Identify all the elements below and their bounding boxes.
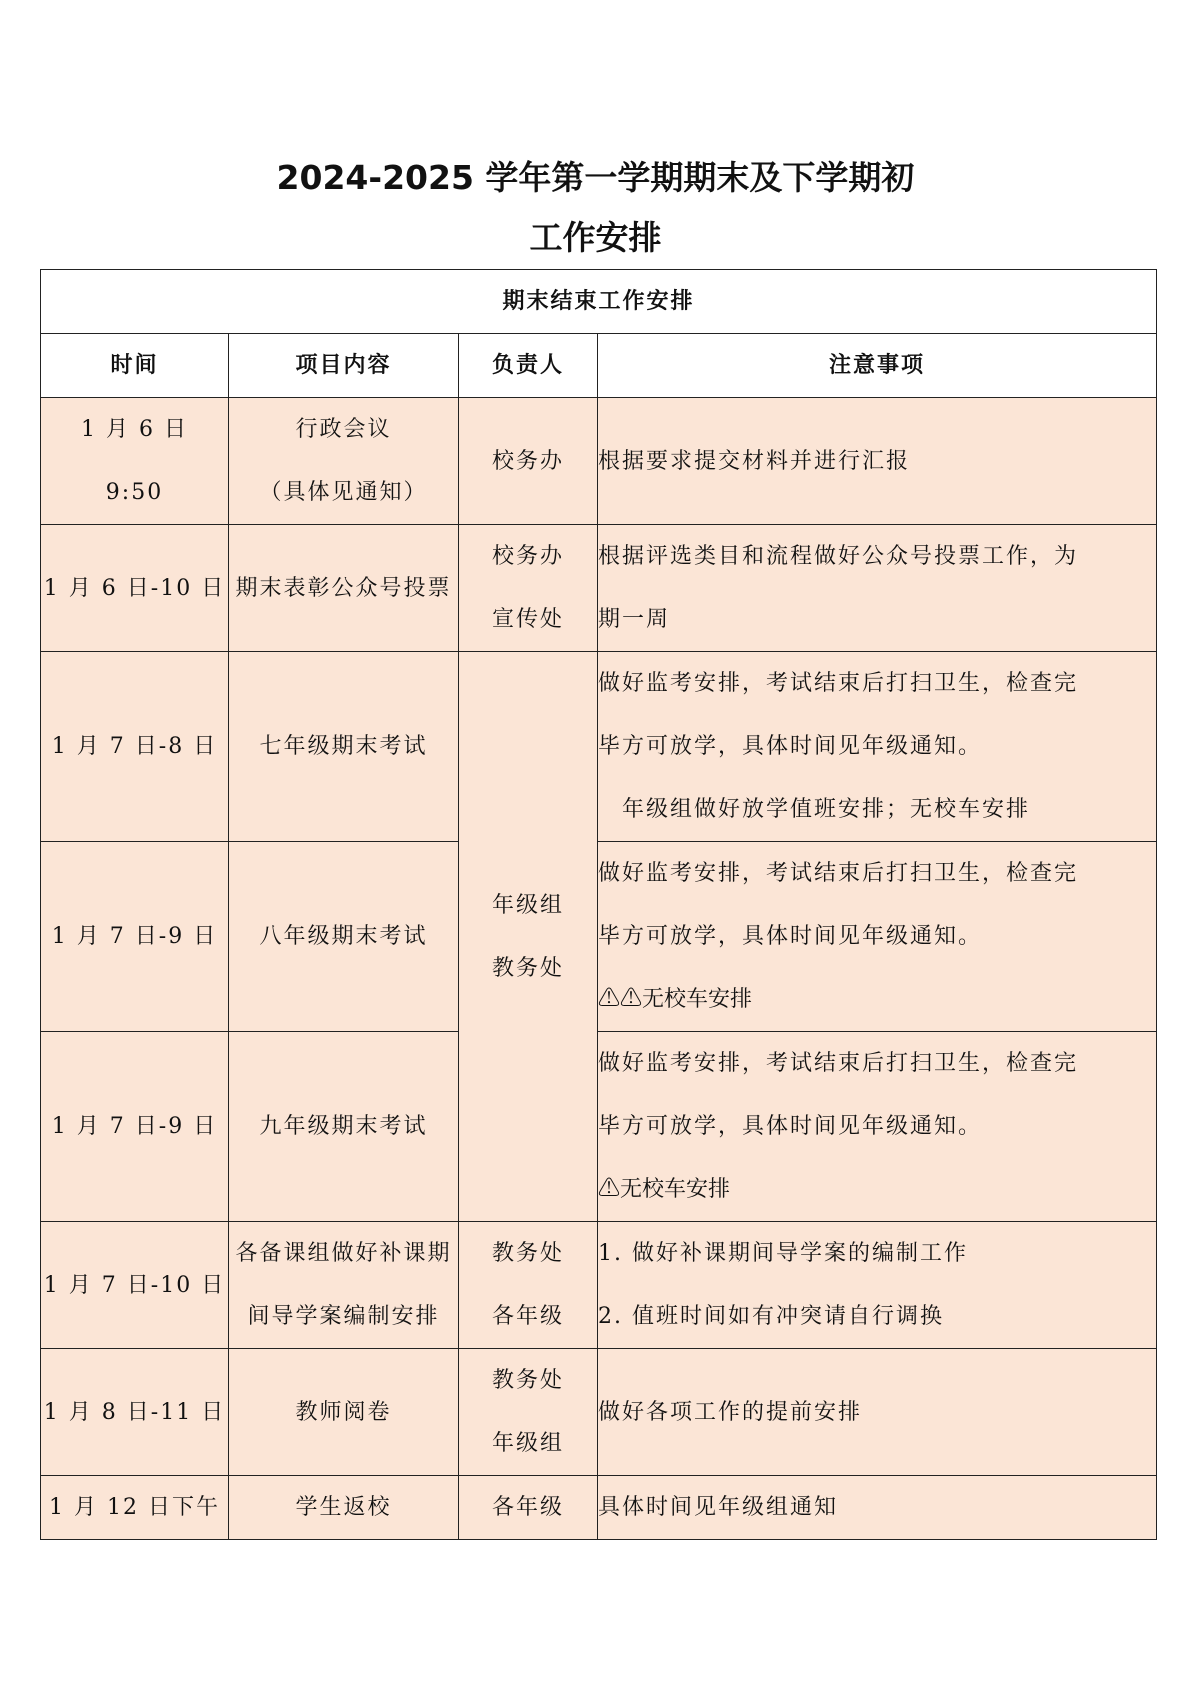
time-cell	[41, 1476, 229, 1540]
column-header-notes: 注意事项	[598, 334, 1157, 398]
item-text: 行政会议	[295, 417, 392, 442]
notes-text: 毕方可放学，具体时间见年级通知。	[598, 924, 983, 949]
time-cell	[41, 525, 229, 652]
notes-cell	[598, 1032, 1157, 1222]
table-row	[41, 1222, 1157, 1349]
column-header-time: 时间	[41, 334, 229, 398]
item-text: 九年级期末考试	[259, 1114, 428, 1139]
notes-text: 期一周	[598, 607, 671, 632]
owner-cell-merged	[459, 652, 598, 1222]
item-text: 学生返校	[295, 1495, 392, 1520]
owner-cell	[459, 1476, 598, 1540]
owner-text: 年级组	[491, 1431, 564, 1456]
notes-text: 做好监考安排，考试结束后打扫卫生，检查完	[598, 861, 1079, 886]
notes-text: 毕方可放学，具体时间见年级通知。	[598, 734, 983, 759]
notes-text: 年级组做好放学值班安排；无校车安排	[622, 797, 1031, 822]
owner-text: 教务处	[491, 1368, 564, 1393]
notes-text: 2. 值班时间如有冲突请自行调换	[598, 1304, 944, 1329]
notes-text: 具体时间见年级组通知	[598, 1495, 839, 1520]
notes-text: 毕方可放学，具体时间见年级通知。	[598, 1114, 983, 1139]
item-text: 各备课组做好补课期	[235, 1241, 452, 1266]
notes-cell	[598, 398, 1157, 525]
notes-text: 根据要求提交材料并进行汇报	[598, 448, 911, 474]
time-cell	[41, 398, 229, 525]
item-cell	[229, 1032, 459, 1222]
time-text: 1 月 7 日-9 日	[51, 924, 218, 949]
owner-text: 教务处	[491, 1241, 564, 1266]
item-text: （具体见通知）	[259, 480, 428, 505]
table-row	[41, 842, 1157, 1032]
notes-cell	[598, 525, 1157, 652]
notes-warning-text: ⚠⚠无校车安排	[598, 987, 753, 1012]
table-row	[41, 652, 1157, 842]
table-row	[41, 1032, 1157, 1222]
item-text: 期末表彰公众号投票	[235, 575, 452, 601]
notes-text: 做好各项工作的提前安排	[598, 1399, 863, 1425]
owner-text: 教务处	[491, 955, 564, 981]
owner-text: 各年级	[491, 1304, 564, 1329]
table-row	[41, 1349, 1157, 1476]
item-cell	[229, 1349, 459, 1476]
owner-text: 宣传处	[491, 607, 564, 632]
time-text: 1 月 7 日-10 日	[43, 1272, 226, 1298]
owner-text: 年级组	[491, 892, 564, 918]
item-cell	[229, 398, 459, 525]
document-title-line2: 工作安排	[529, 218, 662, 257]
owner-cell	[459, 398, 598, 525]
column-header-row	[41, 334, 1157, 398]
notes-text: 做好监考安排，考试结束后打扫卫生，检查完	[598, 671, 1079, 696]
section-header-row	[41, 270, 1157, 334]
owner-cell	[459, 1349, 598, 1476]
item-text: 教师阅卷	[295, 1399, 392, 1425]
notes-text: 做好监考安排，考试结束后打扫卫生，检查完	[598, 1051, 1079, 1076]
notes-cell	[598, 1349, 1157, 1476]
table-row	[41, 525, 1157, 652]
time-text: 1 月 7 日-9 日	[51, 1114, 218, 1139]
time-cell	[41, 1349, 229, 1476]
time-cell	[41, 842, 229, 1032]
item-text: 七年级期末考试	[259, 734, 428, 759]
item-cell	[229, 652, 459, 842]
notes-text: 1. 做好补课期间导学案的编制工作	[598, 1241, 968, 1266]
notes-cell	[598, 652, 1157, 842]
time-text: 1 月 12 日下午	[49, 1495, 220, 1520]
table-row	[41, 398, 1157, 525]
notes-text: 根据评选类目和流程做好公众号投票工作，为	[598, 544, 1079, 569]
item-text: 八年级期末考试	[259, 924, 428, 949]
owner-cell	[459, 525, 598, 652]
owner-text: 校务办	[491, 544, 564, 569]
time-text: 1 月 6 日	[81, 417, 188, 442]
notes-cell	[598, 1476, 1157, 1540]
item-cell	[229, 842, 459, 1032]
owner-text: 校务办	[491, 448, 564, 474]
document-title-line1: 2024-2025 学年第一学期期末及下学期初	[276, 158, 915, 197]
time-text: 1 月 8 日-11 日	[43, 1399, 226, 1425]
table-row	[41, 1476, 1157, 1540]
item-cell	[229, 525, 459, 652]
owner-text: 各年级	[491, 1495, 564, 1520]
owner-cell	[459, 1222, 598, 1349]
item-cell	[229, 1476, 459, 1540]
item-text: 间导学案编制安排	[247, 1304, 440, 1329]
time-text: 9:50	[105, 480, 164, 505]
time-text: 1 月 7 日-8 日	[51, 734, 218, 759]
time-cell	[41, 1032, 229, 1222]
time-text: 1 月 6 日-10 日	[43, 575, 226, 601]
time-cell	[41, 1222, 229, 1349]
notes-cell	[598, 842, 1157, 1032]
column-header-item: 项目内容	[229, 334, 459, 398]
time-cell	[41, 652, 229, 842]
notes-cell	[598, 1222, 1157, 1349]
item-cell	[229, 1222, 459, 1349]
schedule-table	[40, 269, 1157, 1540]
notes-warning-text: ⚠无校车安排	[598, 1177, 731, 1202]
column-header-owner: 负责人	[459, 334, 598, 398]
section-title: 期末结束工作安排	[41, 270, 1157, 334]
